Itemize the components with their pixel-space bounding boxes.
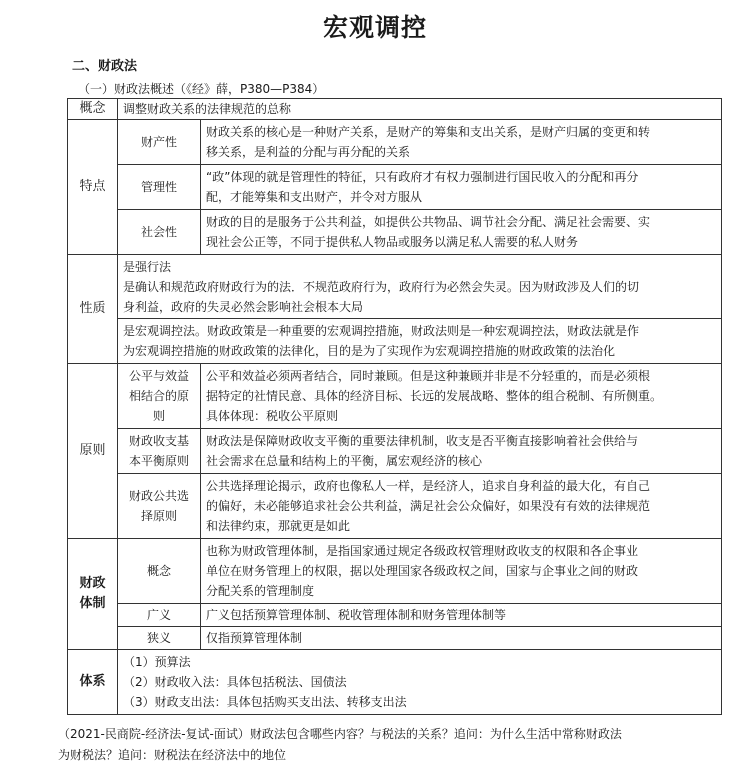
text-line: 为宏观调控措施的财政政策的法律化，目的是为了实现作为宏观调控措施的财政政策的法治化 [123,344,616,358]
macro-law-text [118,319,722,364]
text-line: 和法律约束，那就更是如此 [206,519,351,533]
text-line: 身利益，政府的失灵必然会影响社会根本大局 [123,299,364,314]
nature-row-macro-law [68,319,722,364]
text-line: 公平和效益必须两者结合，同时兼顾。但是这种兼顾并非是不分轻重的，而是必须根 [206,369,651,383]
exam-question-note [58,724,713,766]
principle-row-balance [68,429,722,474]
strong-law-title: 是强行法 [123,259,172,274]
system-label: 体系 [68,650,118,715]
text-line: 单位在财务管理上的权限，据以处理国家各级政权之间，国家与企事业之间的财政 [206,564,639,578]
label-line: 体制 [79,596,106,611]
label-line: 财政公共选 [128,489,189,503]
broad-label: 广义 [118,604,201,627]
fiscal-law-table [67,98,722,715]
nature-label: 性质 [68,255,118,364]
text-line: 财政的目的是服务于公共利益，如提供公共物品、调节社会分配、满足社会需要、实 [206,215,651,229]
text-line: 配，才能筹集和支出财产，并令对方服从 [206,190,423,204]
text-line: 移关系，是利益的分配与再分配的关系 [206,145,411,159]
concept-label: 概念 [68,99,118,120]
text-line: 据特定的社情民意、具体的经济目标、长远的发展战略、整体的组合税制、有所侧重。 [206,389,663,403]
text-line: 公共选择理论揭示，政府也像私人一样，是经济人，追求自身利益的最大化，有自己 [206,479,651,493]
fiscal-concept-label: 概念 [118,539,201,604]
fiscal-system-label [68,539,118,650]
sub-heading: （一）财政法概述（《经》薛，P380—P384） [78,82,325,96]
list-item: （2）财政收入法：具体包括税法、国债法 [123,675,347,689]
text-line: （2021-民商院-经济法-复试-面试）财政法包含哪些内容？与税法的关系？追问：为什么生活中常称财政法 [58,727,622,741]
list-item: （1）预算法 [123,655,191,669]
system-items [118,650,722,715]
label-line: 财政 [79,576,106,591]
feature-row-management [68,165,722,210]
principle-row-public-choice [68,474,722,539]
text-line: 社会需求在总量和结构上的平衡，属宏观经济的核心 [206,454,483,468]
fiscal-system-row-narrow [68,627,722,650]
concept-text: 调整财政关系的法律规范的总称 [118,99,722,120]
text-line: 也称为财政管理体制，是指国家通过规定各级政权管理财政收支的权限和各企事业 [206,544,639,558]
fiscal-system-row-broad [68,604,722,627]
fairness-label [118,364,201,429]
feature-row-social [68,210,722,255]
fiscal-system-row-concept [68,539,722,604]
narrow-text: 仅指预算管理体制 [201,627,722,650]
property-text [201,120,722,165]
property-label: 财产性 [118,120,201,165]
section-heading: 二、财政法 [72,59,138,74]
list-item: （3）财政支出法：具体包括购买支出法、转移支出法 [123,695,407,709]
narrow-label: 狭义 [118,627,201,650]
balance-label [118,429,201,474]
public-choice-text [201,474,722,539]
label-line: 择原则 [140,509,177,523]
social-text [201,210,722,255]
fiscal-concept-text [201,539,722,604]
text-line: 财政法是保障财政收支平衡的重要法律机制，收支是否平衡直接影响着社会供给与 [206,434,639,448]
text-line: 现社会公正等，不同于提供私人物品或服务以满足私人需要的私人财务 [206,235,579,249]
text-line: 分配关系的管理制度 [206,584,315,598]
social-label: 社会性 [118,210,201,255]
management-text [201,165,722,210]
text-line: 财政关系的核心是一种财产关系，是财产的筹集和支出关系，是财产归属的变更和转 [206,125,651,139]
page-title: 宏观调控 [322,13,427,42]
strong-law-text [118,255,722,319]
text-line: 是确认和规范政府财政行为的法．不规范政府行为，政府行为必然会失灵。因为财政涉及人们的切 [123,279,640,294]
text-line: “政”体现的就是管理性的特征，只有政府才有权力强制进行国民收入的分配和再分 [206,170,639,184]
label-line: 则 [152,409,165,423]
system-row [68,650,722,715]
management-label: 管理性 [118,165,201,210]
fairness-text [201,364,722,429]
public-choice-label [118,474,201,539]
label-line: 相结合的原 [128,389,189,403]
principles-label: 原则 [68,364,118,539]
label-line: 本平衡原则 [128,454,189,468]
principle-row-fairness [68,364,722,429]
broad-text: 广义包括预算管理体制、税收管理体制和财务管理体制等 [201,604,722,627]
label-line: 财政收支基 [128,434,189,448]
concept-row [68,99,722,120]
label-line: 公平与效益 [128,369,189,383]
nature-row-strong-law [68,255,722,319]
text-line: 是宏观调控法。财政政策是一种重要的宏观调控措施，财政法则是一种宏观调控法，财政法就是作 [123,324,640,338]
features-label: 特点 [68,120,118,255]
feature-row-property [68,120,722,165]
balance-text [201,429,722,474]
text-line: 为财税法？追问：财税法在经济法中的地位 [58,748,287,762]
text-line: 的偏好，未必能够追求社会公共利益，满足社会公众偏好，如果没有有效的法律规范 [206,499,651,513]
text-line: 具体体现：税收公平原则 [206,409,339,423]
